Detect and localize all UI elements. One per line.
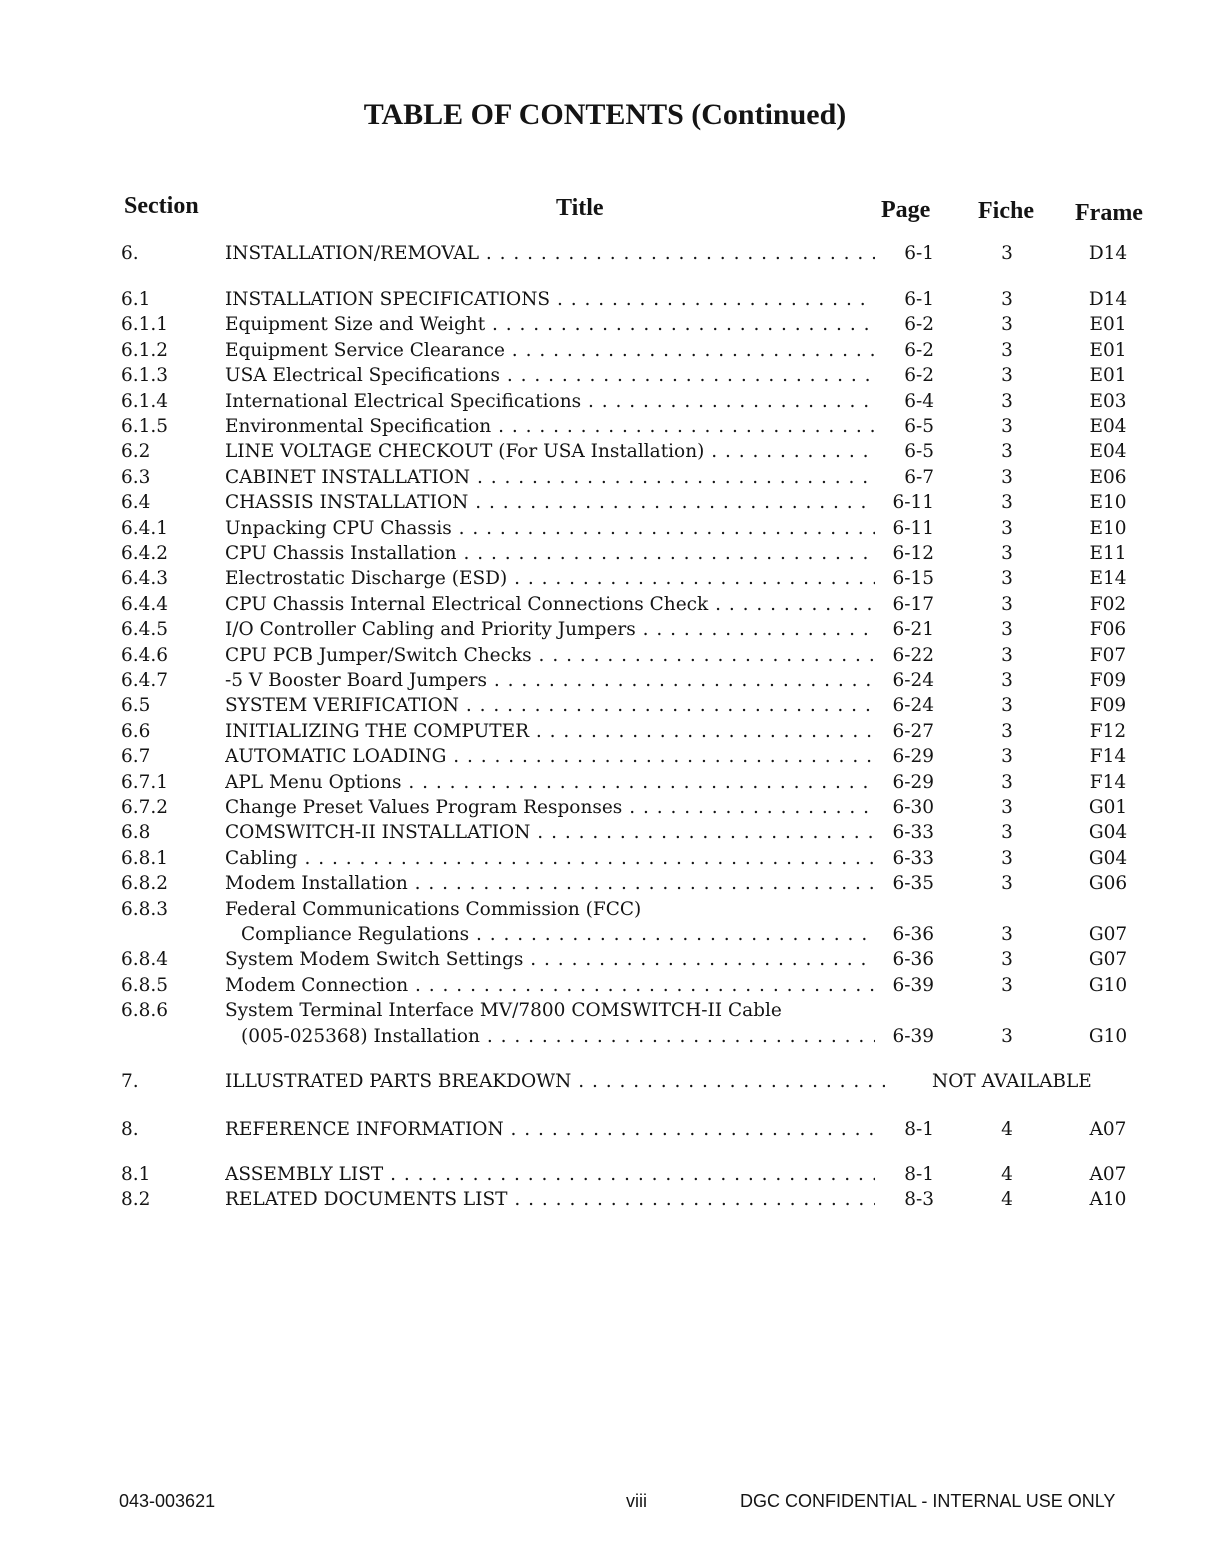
fiche-number: 3 xyxy=(1001,771,1013,793)
fiche-number: 3 xyxy=(1001,1025,1013,1047)
section-number: 6.8 xyxy=(121,822,151,844)
entry-title: CPU Chassis Installation . . . xyxy=(225,541,875,567)
frame-ref: G01 xyxy=(1088,797,1128,818)
fiche-number: 3 xyxy=(1001,593,1013,615)
fiche-number: 3 xyxy=(1001,695,1013,717)
frame-ref: E01 xyxy=(1089,314,1127,336)
section-number: 6.4.4 xyxy=(121,593,169,615)
frame-ref: G07 xyxy=(1088,924,1128,945)
fiche-number: 3 xyxy=(1001,416,1013,437)
section-number: 6.1.5 xyxy=(121,416,169,437)
toc-entry xyxy=(0,643,1210,669)
frame-ref: E11 xyxy=(1089,543,1127,564)
fiche-number: 3 xyxy=(1001,873,1013,895)
section-number: 6.7.1 xyxy=(121,771,169,793)
toc-entry xyxy=(0,897,1210,923)
availability-note: NOT AVAILABLE xyxy=(932,1071,1092,1092)
toc-entry xyxy=(0,744,1210,770)
section-number: 8. xyxy=(121,1119,139,1140)
frame-ref: E04 xyxy=(1089,416,1127,437)
section-number: 6.3 xyxy=(121,466,151,488)
page-ref: 6-4 xyxy=(904,390,934,412)
frame-ref: E10 xyxy=(1089,492,1127,514)
page-ref: 6-39 xyxy=(892,1025,934,1047)
section-column-header: Section xyxy=(124,193,199,219)
entry-title: Federal Communications Commission (FCC) xyxy=(225,898,642,920)
entry-title-continuation: Compliance Regulations . . . xyxy=(241,922,875,948)
fiche-number: 3 xyxy=(1001,822,1013,844)
page-column-header: Page xyxy=(881,197,931,223)
page-ref: 6-24 xyxy=(892,695,934,717)
frame-ref: D14 xyxy=(1088,289,1128,310)
entry-title: USA Electrical Specifications . . . xyxy=(225,363,875,389)
page-ref: 6-33 xyxy=(892,822,934,844)
frame-ref: A07 xyxy=(1089,1119,1127,1140)
frame-ref: F14 xyxy=(1089,746,1127,768)
section-number: 6.4.1 xyxy=(121,517,169,539)
entry-title: International Electrical Specifications . . . xyxy=(225,389,875,415)
section-number: 6.1.2 xyxy=(121,339,169,361)
page-ref: 6-1 xyxy=(904,243,934,264)
frame-ref: G04 xyxy=(1088,847,1128,869)
page-ref: 6-27 xyxy=(892,720,934,742)
toc-entry xyxy=(0,566,1210,592)
page-ref: 6-29 xyxy=(892,771,934,793)
frame-ref: E10 xyxy=(1089,517,1127,539)
section-number: 6.1.3 xyxy=(121,365,169,387)
section-number: 6.8.3 xyxy=(121,898,169,920)
section-number: 6.6 xyxy=(121,720,151,742)
entry-title: AUTOMATIC LOADING . . . xyxy=(225,744,875,770)
fiche-number: 3 xyxy=(1001,847,1013,869)
section-number: 6.7.2 xyxy=(121,797,169,818)
toc-entry xyxy=(0,973,1210,999)
section-number: 7. xyxy=(121,1071,139,1092)
frame-ref: F12 xyxy=(1089,720,1127,742)
entry-title: COMSWITCH-II INSTALLATION . . . xyxy=(225,820,875,846)
frame-ref: D14 xyxy=(1088,243,1128,264)
document-number: 043-003621 xyxy=(119,1491,216,1511)
page-ref: 6-12 xyxy=(892,543,934,564)
section-number: 6.1 xyxy=(121,289,151,310)
frame-ref: G04 xyxy=(1088,822,1128,844)
fiche-number: 3 xyxy=(1001,568,1013,590)
entry-title: CHASSIS INSTALLATION . . . xyxy=(225,490,875,516)
fiche-number: 3 xyxy=(1001,670,1013,691)
toc-entry xyxy=(0,693,1210,719)
frame-ref: G10 xyxy=(1088,974,1128,996)
page-ref: 6-5 xyxy=(904,441,934,463)
entry-title: CABINET INSTALLATION . . . xyxy=(225,465,875,491)
entry-title: REFERENCE INFORMATION . . . xyxy=(225,1117,875,1143)
entry-title: I/O Controller Cabling and Priority Jumpers . . . xyxy=(225,617,875,643)
page-number: viii xyxy=(626,1491,647,1511)
entry-title: ILLUSTRATED PARTS BREAKDOWN . . . xyxy=(225,1069,885,1095)
toc-entry xyxy=(0,668,1210,694)
toc-entry xyxy=(0,541,1210,567)
toc-entry xyxy=(0,947,1210,973)
toc-entry xyxy=(0,389,1210,415)
toc-entry xyxy=(0,592,1210,618)
fiche-number: 3 xyxy=(1001,746,1013,768)
fiche-number: 3 xyxy=(1001,339,1013,361)
frame-ref: E03 xyxy=(1089,390,1127,412)
frame-ref: A07 xyxy=(1089,1164,1127,1185)
entry-title: SYSTEM VERIFICATION . . . xyxy=(225,693,875,719)
section-number: 6.4 xyxy=(121,492,151,514)
entry-title: INSTALLATION SPECIFICATIONS . . . xyxy=(225,287,875,313)
toc-entry xyxy=(0,241,1210,267)
section-number: 8.2 xyxy=(121,1189,151,1211)
frame-ref: G06 xyxy=(1088,873,1128,895)
fiche-number: 3 xyxy=(1001,543,1013,564)
fiche-number: 4 xyxy=(1001,1189,1013,1211)
page-ref: 6-24 xyxy=(892,670,934,691)
frame-ref: E04 xyxy=(1089,441,1127,463)
frame-ref: E01 xyxy=(1089,365,1127,387)
page-ref: 6-21 xyxy=(892,619,934,641)
section-number: 6.1.4 xyxy=(121,390,169,412)
fiche-number: 3 xyxy=(1001,797,1013,818)
frame-ref: E06 xyxy=(1089,466,1127,488)
page-ref: 8-3 xyxy=(904,1189,934,1211)
frame-ref: E14 xyxy=(1089,568,1127,590)
entry-title: CPU Chassis Internal Electrical Connections Check . . . xyxy=(225,592,875,618)
fiche-number: 4 xyxy=(1001,1119,1013,1140)
section-number: 8.1 xyxy=(121,1164,151,1185)
entry-title: System Modem Switch Settings . . . xyxy=(225,947,875,973)
fiche-number: 3 xyxy=(1001,365,1013,387)
entry-title: APL Menu Options . . . xyxy=(225,770,875,796)
section-number: 6.8.1 xyxy=(121,847,169,869)
toc-entry xyxy=(0,617,1210,643)
section-number: 6. xyxy=(121,243,139,264)
toc-entry xyxy=(0,1187,1210,1213)
entry-title: Modem Installation . . . xyxy=(225,871,875,897)
page-ref: 6-39 xyxy=(892,974,934,996)
fiche-column-header: Fiche xyxy=(978,198,1034,224)
section-number: 6.7 xyxy=(121,746,151,768)
frame-ref: A10 xyxy=(1089,1189,1127,1211)
section-number: 6.4.6 xyxy=(121,644,169,666)
entry-title: INSTALLATION/REMOVAL . . . xyxy=(225,241,875,267)
toc-entry xyxy=(0,490,1210,516)
toc-entry xyxy=(0,719,1210,745)
fiche-number: 3 xyxy=(1001,492,1013,514)
title-column-header: Title xyxy=(556,195,604,221)
frame-ref: E01 xyxy=(1089,339,1127,361)
toc-entry xyxy=(0,414,1210,440)
toc-entry xyxy=(0,846,1210,872)
fiche-number: 3 xyxy=(1001,243,1013,264)
entry-title: Electrostatic Discharge (ESD) . . . xyxy=(225,566,875,592)
entry-title: CPU PCB Jumper/Switch Checks . . . xyxy=(225,643,875,669)
page-title: TABLE OF CONTENTS (Continued) xyxy=(363,98,847,131)
page-ref: 6-2 xyxy=(904,314,934,336)
frame-ref: F02 xyxy=(1089,593,1127,615)
frame-ref: F14 xyxy=(1089,771,1127,793)
fiche-number: 3 xyxy=(1001,314,1013,336)
page-ref: 6-1 xyxy=(904,289,934,310)
toc-entry xyxy=(0,439,1210,465)
toc-entry-continuation xyxy=(0,1024,1210,1050)
toc-entry xyxy=(0,998,1210,1024)
entry-title: LINE VOLTAGE CHECKOUT (For USA Installation) . . . xyxy=(225,439,875,465)
toc-entry-continuation xyxy=(0,922,1210,948)
page-ref: 8-1 xyxy=(904,1164,934,1185)
frame-ref: F07 xyxy=(1089,644,1127,666)
fiche-number: 3 xyxy=(1001,517,1013,539)
fiche-number: 3 xyxy=(1001,720,1013,742)
section-number: 6.8.2 xyxy=(121,873,169,895)
frame-column-header: Frame xyxy=(1075,200,1143,226)
fiche-number: 3 xyxy=(1001,924,1013,945)
entry-title: RELATED DOCUMENTS LIST . . . xyxy=(225,1187,875,1213)
section-number: 6.2 xyxy=(121,441,151,463)
frame-ref: F09 xyxy=(1089,670,1127,691)
page-ref: 8-1 xyxy=(904,1119,934,1140)
fiche-number: 3 xyxy=(1001,949,1013,971)
frame-ref: F06 xyxy=(1089,619,1127,641)
entry-title: -5 V Booster Board Jumpers . . . xyxy=(225,668,875,694)
section-number: 6.4.2 xyxy=(121,543,169,564)
page-ref: 6-36 xyxy=(892,949,934,971)
section-number: 6.4.5 xyxy=(121,619,169,641)
entry-title: Equipment Service Clearance . . . xyxy=(225,338,875,364)
page-ref: 6-5 xyxy=(904,416,934,437)
toc-entry xyxy=(0,1162,1210,1188)
section-number: 6.8.5 xyxy=(121,974,169,996)
toc-entry xyxy=(0,795,1210,821)
entry-title: Change Preset Values Program Responses . . . xyxy=(225,795,875,821)
entry-title: ASSEMBLY LIST . . . xyxy=(225,1162,875,1188)
entry-title: Environmental Specification . . . xyxy=(225,414,875,440)
page-ref: 6-36 xyxy=(892,924,934,945)
page-ref: 6-2 xyxy=(904,339,934,361)
frame-ref: F09 xyxy=(1089,695,1127,717)
page-ref: 6-7 xyxy=(904,466,934,488)
toc-entry xyxy=(0,363,1210,389)
entry-title: Modem Connection . . . xyxy=(225,973,875,999)
toc-entry xyxy=(0,770,1210,796)
fiche-number: 3 xyxy=(1001,644,1013,666)
section-number: 6.5 xyxy=(121,695,151,717)
page-ref: 6-11 xyxy=(892,517,934,539)
page-ref: 6-35 xyxy=(892,873,934,895)
page-ref: 6-2 xyxy=(904,365,934,387)
entry-title: INITIALIZING THE COMPUTER . . . xyxy=(225,719,875,745)
frame-ref: G10 xyxy=(1088,1025,1128,1047)
fiche-number: 3 xyxy=(1001,289,1013,310)
toc-entry xyxy=(0,338,1210,364)
page-ref: 6-33 xyxy=(892,847,934,869)
section-number: 6.1.1 xyxy=(121,314,169,336)
toc-entry xyxy=(0,1117,1210,1143)
fiche-number: 3 xyxy=(1001,390,1013,412)
page-ref: 6-22 xyxy=(892,644,934,666)
section-number: 6.4.7 xyxy=(121,670,169,691)
section-number: 6.4.3 xyxy=(121,568,169,590)
toc-entry xyxy=(0,287,1210,313)
page-ref: 6-11 xyxy=(892,492,934,514)
entry-title: Equipment Size and Weight . . . xyxy=(225,312,875,338)
entry-title-continuation: (005-025368) Installation . . . xyxy=(241,1024,875,1050)
confidentiality-notice: DGC CONFIDENTIAL - INTERNAL USE ONLY xyxy=(740,1491,1116,1511)
toc-entry xyxy=(0,871,1210,897)
fiche-number: 3 xyxy=(1001,466,1013,488)
fiche-number: 3 xyxy=(1001,441,1013,463)
page-ref: 6-29 xyxy=(892,746,934,768)
page-ref: 6-15 xyxy=(892,568,934,590)
page-ref: 6-17 xyxy=(892,593,934,615)
frame-ref: G07 xyxy=(1088,949,1128,971)
section-number: 6.8.6 xyxy=(121,1000,169,1022)
entry-title: Unpacking CPU Chassis . . . xyxy=(225,516,875,542)
toc-entry xyxy=(0,820,1210,846)
fiche-number: 3 xyxy=(1001,974,1013,996)
fiche-number: 3 xyxy=(1001,619,1013,641)
toc-entry xyxy=(0,516,1210,542)
fiche-number: 4 xyxy=(1001,1164,1013,1185)
entry-title: System Terminal Interface MV/7800 COMSWITCH-II Cable xyxy=(225,1000,782,1022)
toc-entry xyxy=(0,1069,1210,1095)
toc-entry xyxy=(0,312,1210,338)
section-number: 6.8.4 xyxy=(121,949,169,971)
entry-title: Cabling . . . xyxy=(225,846,875,872)
toc-entry xyxy=(0,465,1210,491)
page-ref: 6-30 xyxy=(892,797,934,818)
